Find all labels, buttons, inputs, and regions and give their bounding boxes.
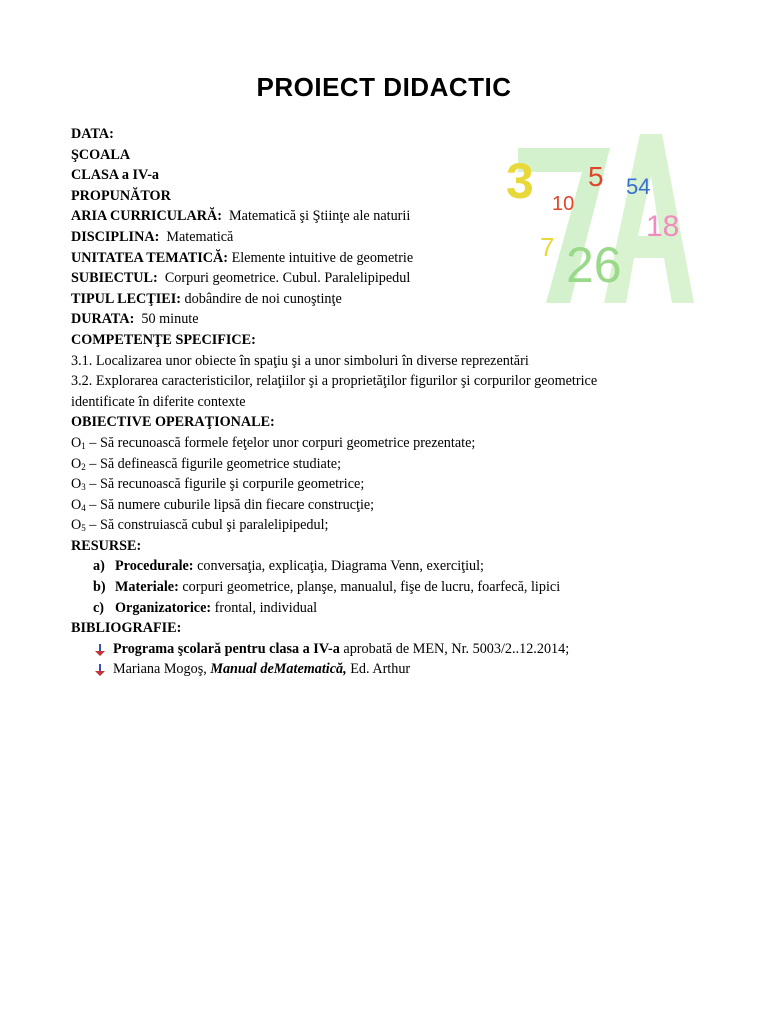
arrow-bullet-icon [93, 664, 113, 676]
obiectiv-item: $O_4$ – Să numere cuburile lipsă din fiecare construcţie; [71, 496, 375, 513]
resursa-item: c) Organizatorice: frontal, individual [93, 599, 318, 616]
obiectiv-item: $O_3$ – Să recunoască figurile şi corpurile geometrice; [71, 476, 365, 493]
page-title: PROIECT DIDACTIC [256, 72, 512, 102]
field-data: DATA: [71, 126, 114, 142]
bibliografie-item: Programa şcolară pentru clasa a IV-a aprobată de MEN, Nr. 5003/2..12.2014; [71, 639, 671, 660]
field-unitatea-tematica: UNITATEA TEMATICĂ: Elemente intuitive de geometrie [71, 249, 414, 266]
field-clasa: CLASA a IV-a [71, 167, 160, 184]
field-scoala: ŞCOALA [71, 146, 131, 163]
number-3: 3 [506, 153, 534, 209]
resursa-item: a) Procedurale: conversaţia, explicaţia, Diagrama Venn, exerciţiul; [93, 558, 484, 575]
bibliografie-heading: BIBLIOGRAFIE: [71, 620, 182, 637]
number-54: 54 [626, 174, 651, 199]
field-tipul-lectiei: TIPUL LECŢIEI: dobândire de noi cunoştinţe [71, 290, 342, 307]
arrow-bullet-icon [93, 644, 113, 656]
number-26: 26 [566, 237, 622, 293]
obiectiv-item: $O_2$ – Să definească figurile geometrice studiate; [71, 455, 342, 472]
number-10: 10 [552, 193, 575, 215]
competenta-item: 3.1. Localizarea unor obiecte în spaţiu şi a unor simboluri în diverse reprezentări [71, 352, 529, 369]
obiectiv-item: $O_1$ – Să recunoască formele feţelor unor corpuri geometrice prezentate; [71, 434, 476, 451]
field-disciplina: DISCIPLINA: Matematică [71, 228, 234, 245]
resursa-item: b) Materiale: corpuri geometrice, planşe, manualul, fişe de lucru, foarfecă, lipici [93, 579, 561, 596]
number-5: 5 [588, 161, 604, 192]
document-body [71, 124, 671, 680]
obiectiv-item: $O_5$ – Să construiască cubul şi paralelipipedul; [71, 517, 329, 534]
field-propunator: PROPUNĂTOR [71, 187, 171, 204]
competente-heading: COMPETENŢE SPECIFICE: [71, 331, 256, 348]
field-durata: DURATA: 50 minute [71, 311, 199, 328]
competenta-item: 3.2. Explorarea caracteristicilor, relaţiilor şi a proprietăţilor figurilor şi corpurilor geometrice identificate în diferite contexte [71, 373, 598, 410]
number-18: 18 [646, 210, 680, 243]
field-subiectul: SUBIECTUL: Corpuri geometrice. Cubul. Paralelipipedul [71, 270, 411, 287]
field-aria-curriculara: ARIA CURRICULARĂ: Matematică şi Ştiinţe ale naturii [71, 208, 411, 225]
obiective-heading: OBIECTIVE OPERAŢIONALE: [71, 414, 275, 431]
bibliografie-item: Mariana Mogoş, Manual deMatematică, Ed. Arthur [71, 659, 671, 680]
number-7: 7 [540, 232, 555, 262]
resurse-heading: RESURSE: [71, 537, 142, 554]
